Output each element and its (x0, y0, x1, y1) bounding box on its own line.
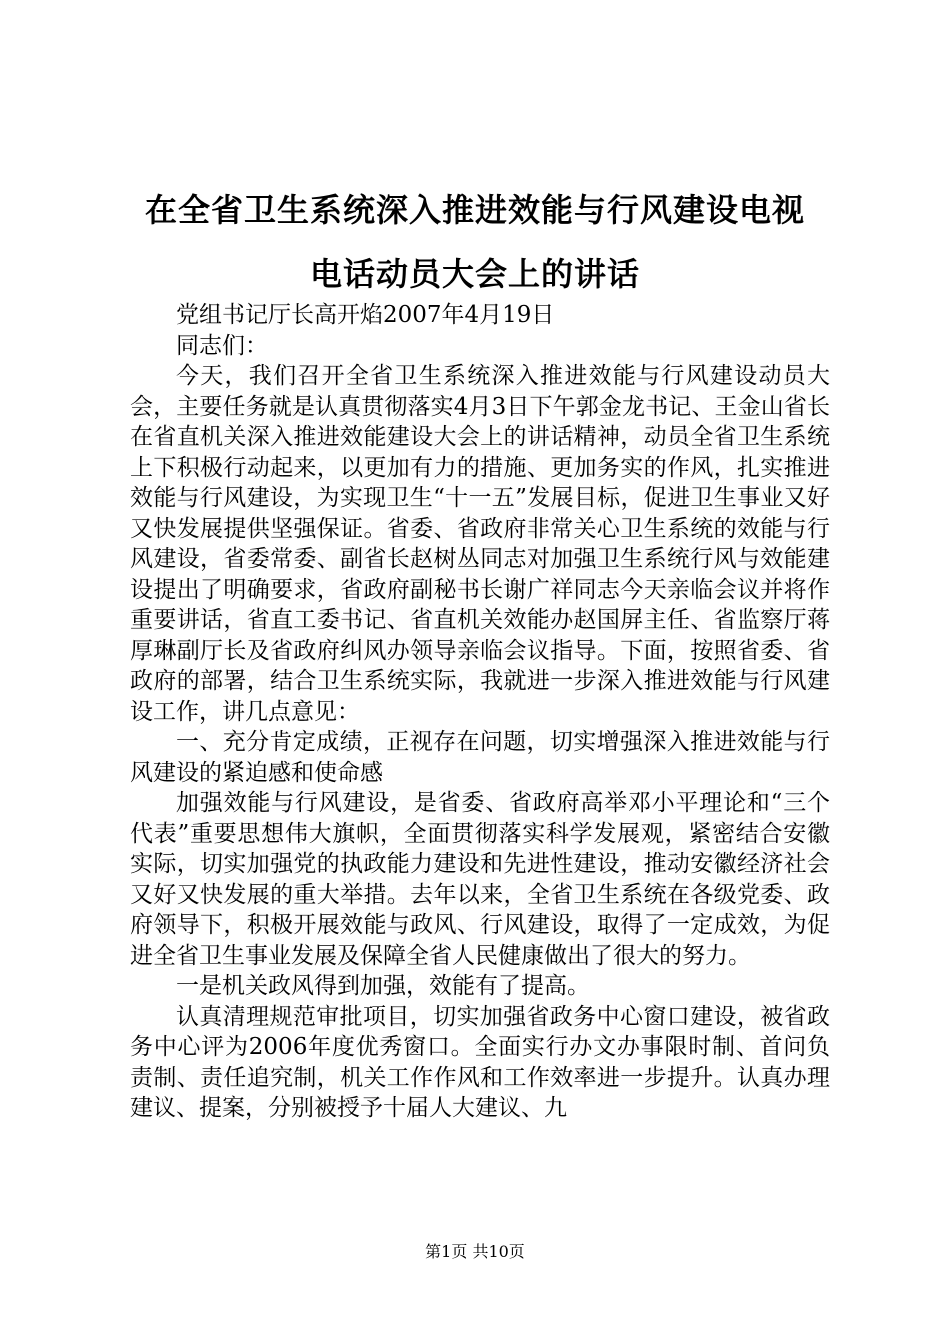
section-heading: 一、充分肯定成绩，正视存在问题，切实增强深入推进效能与行风建设的紧迫感和使命感 (130, 729, 830, 786)
body-paragraph: 认真清理规范审批项目，切实加强省政务中心窗口建设，被省政务中心评为2006年度优秀窗口。全面实行办文办事限时制、首问负责制、责任追究制，机关工作作风和工作效率进一步提升。认真办理建议、提案，分别被授予十届人大建议、九 (130, 1003, 830, 1121)
salutation: 同志们： (176, 332, 268, 359)
body-paragraph: 今天，我们召开全省卫生系统深入推进效能与行风建设动员大会，主要任务就是认真贯彻落实4月3日下午郭金龙书记、王金山省长在省直机关深入推进效能建设大会上的讲话精神，动员全省卫生系统上下积极行动起来，以更加有力的措施、更加务实的作风，扎实推进效能与行风建设，为实现卫生“十一五”发展目标，促进卫生事业又好又快发展提供坚强保证。省委、省政府非常关心卫生系统的效能与行风建设，省委常委、副省长赵树丛同志对加强卫生系统行风与效能建设提出了明确要求，省政府副秘书长谢广祥同志今天亲临会议并将作重要讲话，省直工委书记、省直机关效能办赵国屏主任、省监察厅蒋厚琳副厅长及省政府纠风办领导亲临会议指导。下面，按照省委、省政府的部署，结合卫生系统实际，我就进一步深入推进效能与行风建设工作，讲几点意见： (130, 363, 830, 725)
body-paragraph: 加强效能与行风建设，是省委、省政府高举邓小平理论和“三个代表”重要思想伟大旗帜，全面贯彻落实科学发展观，紧密结合安徽实际，切实加强党的执政能力建设和先进性建设，推动安徽经济社会又好又快发展的重大举措。去年以来，全省卫生系统在各级党委、政府领导下，积极开展效能与政风、行风建设，取得了一定成效，为促进全省卫生事业发展及保障全省人民健康做出了很大的努力。 (130, 790, 830, 969)
document-body (130, 300, 830, 1124)
subsection-heading: 一是机关政风得到加强，效能有了提高。 (176, 973, 590, 999)
page-footer: 第1页 共10页 (425, 1242, 525, 1261)
title-line-1: 在全省卫生系统深入推进效能与行风建设电视 (144, 191, 805, 229)
title-line-2: 电话动员大会上的讲话 (309, 255, 640, 293)
author-date-line: 党组书记厅长高开焰2007年4月19日 (176, 302, 555, 328)
document-title (110, 178, 840, 306)
